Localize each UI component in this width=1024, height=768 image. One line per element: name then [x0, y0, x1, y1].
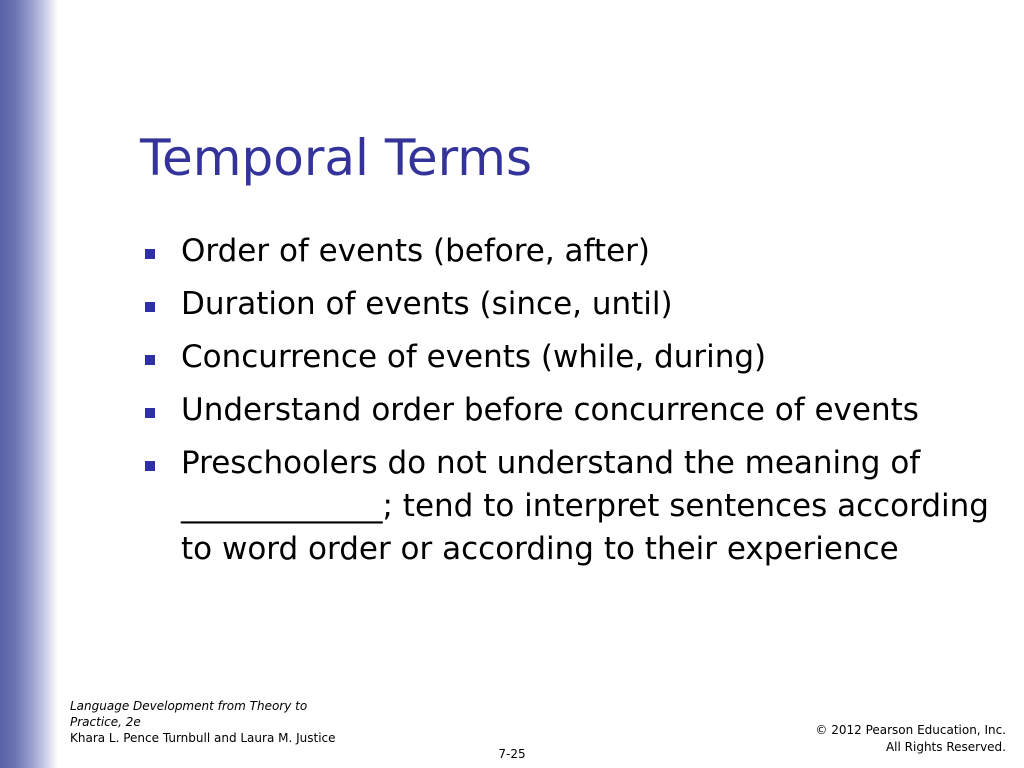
slide-title: Temporal Terms — [140, 129, 533, 187]
square-bullet-icon — [140, 336, 181, 365]
copyright-line-1: © 2012 Pearson Education, Inc. — [815, 723, 1006, 737]
bullet-text: Concurrence of events (while, during) — [181, 339, 767, 375]
bullet-item — [140, 442, 990, 571]
footer-authors: Khara L. Pence Turnbull and Laura M. Justice — [70, 731, 336, 745]
bullet-text: Preschoolers do not understand the meaning of _____________; tend to interpret sentences according to word order or according to their experience — [181, 445, 989, 567]
bullet-text: Duration of events (since, until) — [181, 286, 673, 322]
bullet-item — [140, 230, 990, 273]
page-number: 7-25 — [498, 747, 526, 761]
copyright-notice — [815, 722, 1006, 756]
bullet-text: Order of events (before, after) — [181, 233, 650, 269]
square-bullet-icon — [140, 283, 181, 312]
footer-book-title: Language Development from Theory to Practice, 2e — [70, 699, 308, 729]
footer-book-info — [70, 698, 360, 746]
copyright-line-2: All Rights Reserved. — [885, 740, 1006, 754]
bullet-list — [140, 230, 990, 581]
square-bullet-icon — [140, 442, 181, 471]
square-bullet-icon — [140, 389, 181, 418]
bullet-item — [140, 389, 990, 432]
bullet-item — [140, 283, 990, 326]
bullet-item — [140, 336, 990, 379]
bullet-text: Understand order before concurrence of events — [181, 392, 919, 428]
square-bullet-icon — [140, 230, 181, 259]
decorative-side-bar — [0, 0, 58, 768]
